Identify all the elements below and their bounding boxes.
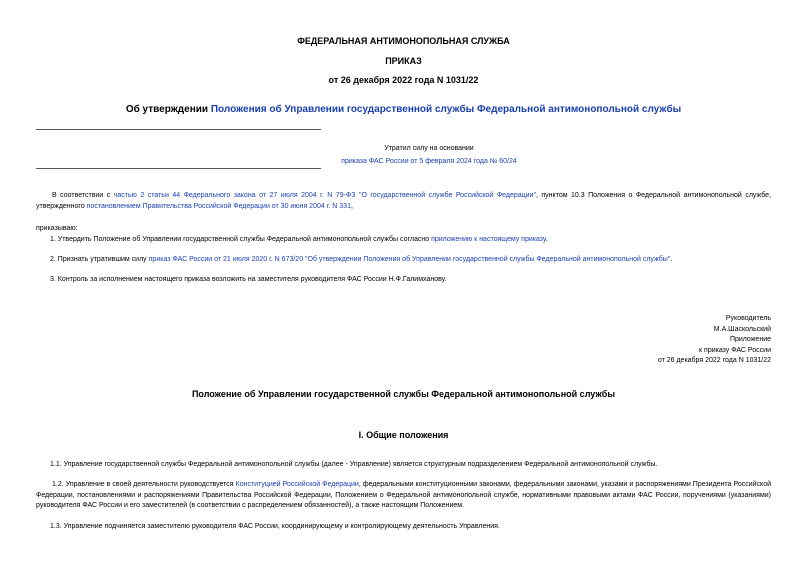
section-heading: I. Общие положения [358,430,449,440]
preamble-text-1: В соответствии с [52,192,114,199]
government-decree-link[interactable]: постановлением Правительства Российской Федерации от 30 июня 2004 г. N 331 [86,202,351,210]
appendix-label: Приложение [729,336,771,343]
regulation-link[interactable]: Положения об Управлении государственной службы Федеральной антимонопольной службы [210,104,682,115]
regulation-title: Положение об Управлении государственной службы Федеральной антимонопольной службы [191,389,616,399]
law-article-link[interactable]: частью 2 статьи 44 Федерального закона от 27 июля 2004 г. N 79-ФЗ "О государственной службе Российской Федерации" [113,192,536,199]
signer-role: Руководитель [725,315,771,322]
constitution-link[interactable]: Конституцией Российской Федерации [235,481,359,488]
order-item-1 [50,235,770,245]
paragraph-1-1: 1.1. Управление государственной службы Федеральной антимонопольной службы (далее - Управление) является структурным подразделением Федеральной антимонопольной службы. [50,461,658,468]
repealed-order-link[interactable]: приказ ФАС России от 21 июля 2020 г. N 673/20 "Об утверждении Положения об Управлении государственной службы Федеральной антимонопольной службы" [148,256,671,263]
p12-text-1: 1.2. Управление в своей деятельности руководствуется [52,481,236,488]
orders-word: приказываю: [36,225,78,232]
item-1-text: 1. Утвердить Положение об Управлении государственной службы Федеральной антимонопольной службы согласно [50,236,432,243]
order-title-prefix: Об утверждении [125,104,211,115]
p12-text-2: , федеральными конституционными законами, федеральными законами, указами и распоряжениями Президента Российской Федерации, постановлениями и распоряжениями Правительства Российской Федерации, Положением о Федеральной антимонопольной службе, нормативными правовыми актами ФАС России, поручениями (указаниями) руководителя ФАС России и его заместителей (в соответствии с распределением обязанностей), а также настоящим Положением. [36,481,771,509]
order-date-number: от 26 декабря 2022 года N 1031/22 [328,75,479,85]
divider-top [36,129,321,130]
item-2-end: . [670,256,673,263]
paragraph-1-2 [36,480,771,512]
item-2-text: 2. Признать утратившим силу [50,256,149,263]
signer-name: М.А.Шаскольский [713,325,771,333]
doc-type-heading: ПРИКАЗ [385,56,422,66]
agency-heading: ФЕДЕРАЛЬНАЯ АНТИМОНОПОЛЬНАЯ СЛУЖБА [297,36,510,46]
preamble-text-3: , [350,202,353,210]
appendix-date-number: от 26 декабря 2022 года N 1031/22 [657,357,771,364]
signature-block [658,314,771,367]
order-item-2 [50,255,770,265]
status-block [318,144,540,167]
appendix-to-order: к приказу ФАС России [699,346,771,354]
appendix-link[interactable]: приложению к настоящему приказу [431,236,546,243]
paragraph-1-3: 1.3. Управление подчиняется заместителю руководителя ФАС России, координирующему и контролирующему деятельность Управления. [50,523,500,530]
order-title [0,104,807,115]
preamble-paragraph [36,191,771,212]
preamble-text-2: , пунктом 10.3 Положения о Федеральной антимонопольной службе, утвержденного [36,192,772,210]
item-1-end: . [545,236,548,243]
order-item-3: 3. Контроль за исполнением настоящего приказа возложить на заместителя руководителя ФАС России Н.Ф.Галимханову. [50,276,447,283]
status-line: Утратил силу на основании [384,145,474,152]
repeal-order-link[interactable]: приказа ФАС России от 5 февраля 2024 года № 60/24 [341,158,517,165]
divider-bottom [36,168,321,169]
